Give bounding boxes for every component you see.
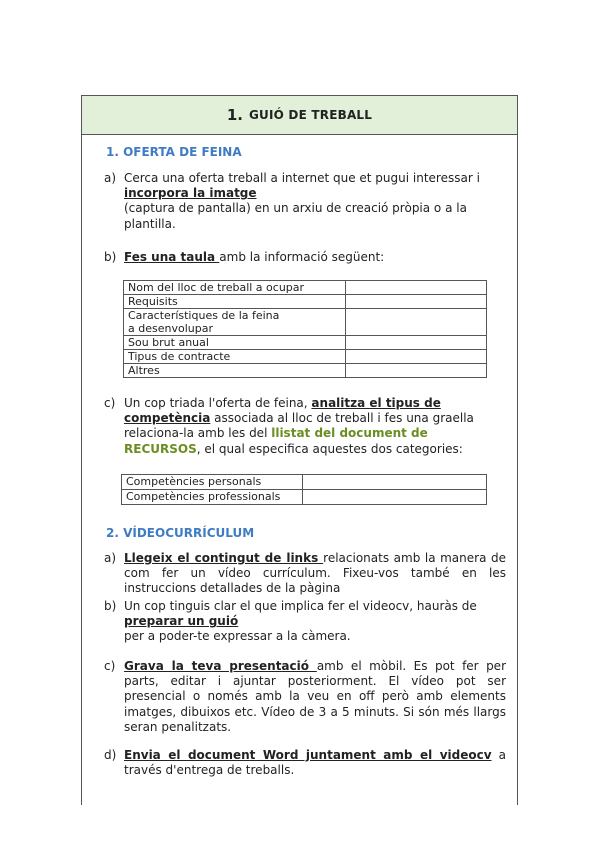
item-text: amb el mòbil. Es pot fer per parts, editar i ajuntar posteriorment. El vídeo pot ser presencial o només amb la veu en off però amb elements imatges, dibuixos etc. Vídeo de 3 a 5 minuts. Si són més llargs seran penalitzats. xyxy=(124,659,507,734)
item-text: Cerca una oferta treball a internet que et pugui interessar i xyxy=(124,171,480,185)
table-cell-empty xyxy=(346,336,487,350)
item-text: (captura de pantalla) en un arxiu de creació pròpia o a la plantilla. xyxy=(124,201,467,231)
table-row xyxy=(124,350,487,364)
item-1a xyxy=(104,171,506,232)
guide-header xyxy=(82,96,517,135)
section-title-video-cv: 2. VÍDEOCURRÍCULUM xyxy=(106,526,255,540)
table-cell-empty xyxy=(303,490,487,505)
table-cell-empty xyxy=(303,475,487,490)
table-row xyxy=(122,490,487,505)
item-text: , el qual especifica aquestes dos categories: xyxy=(196,441,463,456)
incorpora-imatge-link[interactable]: incorpora la imatge xyxy=(124,186,257,201)
table-cell-empty xyxy=(346,309,487,336)
table-row xyxy=(124,295,487,309)
item-label: d) xyxy=(104,748,117,762)
section-title-job-offer: 1. OFERTA DE FEINA xyxy=(106,145,242,159)
recursos-reference[interactable]: llistat del document de RECURSOS xyxy=(124,426,428,456)
item-label: b) xyxy=(104,250,117,264)
llegeix-links-link[interactable]: Llegeix el contingut de links xyxy=(124,551,324,565)
item-label: b) xyxy=(104,599,117,613)
item-text: Un cop tinguis clar el que implica fer el videocv, hauràs de xyxy=(124,599,477,613)
item-text: a través d'entrega de treballs. xyxy=(124,748,507,778)
item-2a xyxy=(104,551,506,597)
analitza-competencia-link[interactable]: analitza el tipus de competència xyxy=(124,396,441,426)
table-row xyxy=(124,336,487,350)
item-text: amb la informació següent: xyxy=(219,250,385,264)
table-cell: Tipus de contracte xyxy=(124,350,346,364)
table-cell: Requisits xyxy=(124,295,346,309)
preparar-guio-link[interactable]: preparar un guió xyxy=(124,614,239,629)
table-row xyxy=(124,309,487,336)
item-2b xyxy=(104,599,506,645)
header-title: GUIÓ DE TREBALL xyxy=(249,108,373,122)
table-cell: Característiques de la feina a desenvolupar xyxy=(124,309,346,336)
table-cell: Altres xyxy=(124,364,346,378)
item-2c xyxy=(104,659,506,735)
competences-table xyxy=(121,474,487,505)
envia-document-link[interactable]: Envia el document Word juntament amb el videocv xyxy=(124,748,492,762)
item-2d xyxy=(104,748,506,778)
table-row xyxy=(122,475,487,490)
fes-taula-link[interactable]: Fes una taula xyxy=(124,250,220,264)
item-text: Un cop triada l'oferta de feina, xyxy=(124,396,312,410)
item-text: relacionats amb la manera de com fer un vídeo currículum. Fixeu-vos també en les instruccions detallades de la pàgina xyxy=(124,551,507,596)
item-label: c) xyxy=(104,396,116,410)
table-row xyxy=(124,281,487,295)
header-number: 1. xyxy=(226,106,243,124)
table-cell: Competències personals xyxy=(122,475,303,490)
item-label: a) xyxy=(104,551,117,565)
item-label: c) xyxy=(104,659,116,673)
table-cell-empty xyxy=(346,295,487,309)
table-cell: Nom del lloc de treball a ocupar xyxy=(124,281,346,295)
table-cell-empty xyxy=(346,281,487,295)
table-cell-empty xyxy=(346,364,487,378)
item-label: a) xyxy=(104,171,117,185)
item-1b xyxy=(104,250,506,265)
table-cell-empty xyxy=(346,350,487,364)
item-text: associada al lloc de treball i fes una graella relaciona-la amb les del xyxy=(124,411,474,441)
table-cell: Sou brut anual xyxy=(124,336,346,350)
table-cell: Competències professionals xyxy=(122,490,303,505)
job-info-table xyxy=(123,280,487,378)
item-text: per a poder-te expressar a la càmera. xyxy=(124,629,351,644)
work-guide-box xyxy=(81,95,518,805)
grava-presentacio-link[interactable]: Grava la teva presentació xyxy=(124,659,317,673)
item-1c xyxy=(104,396,506,457)
table-row xyxy=(124,364,487,378)
